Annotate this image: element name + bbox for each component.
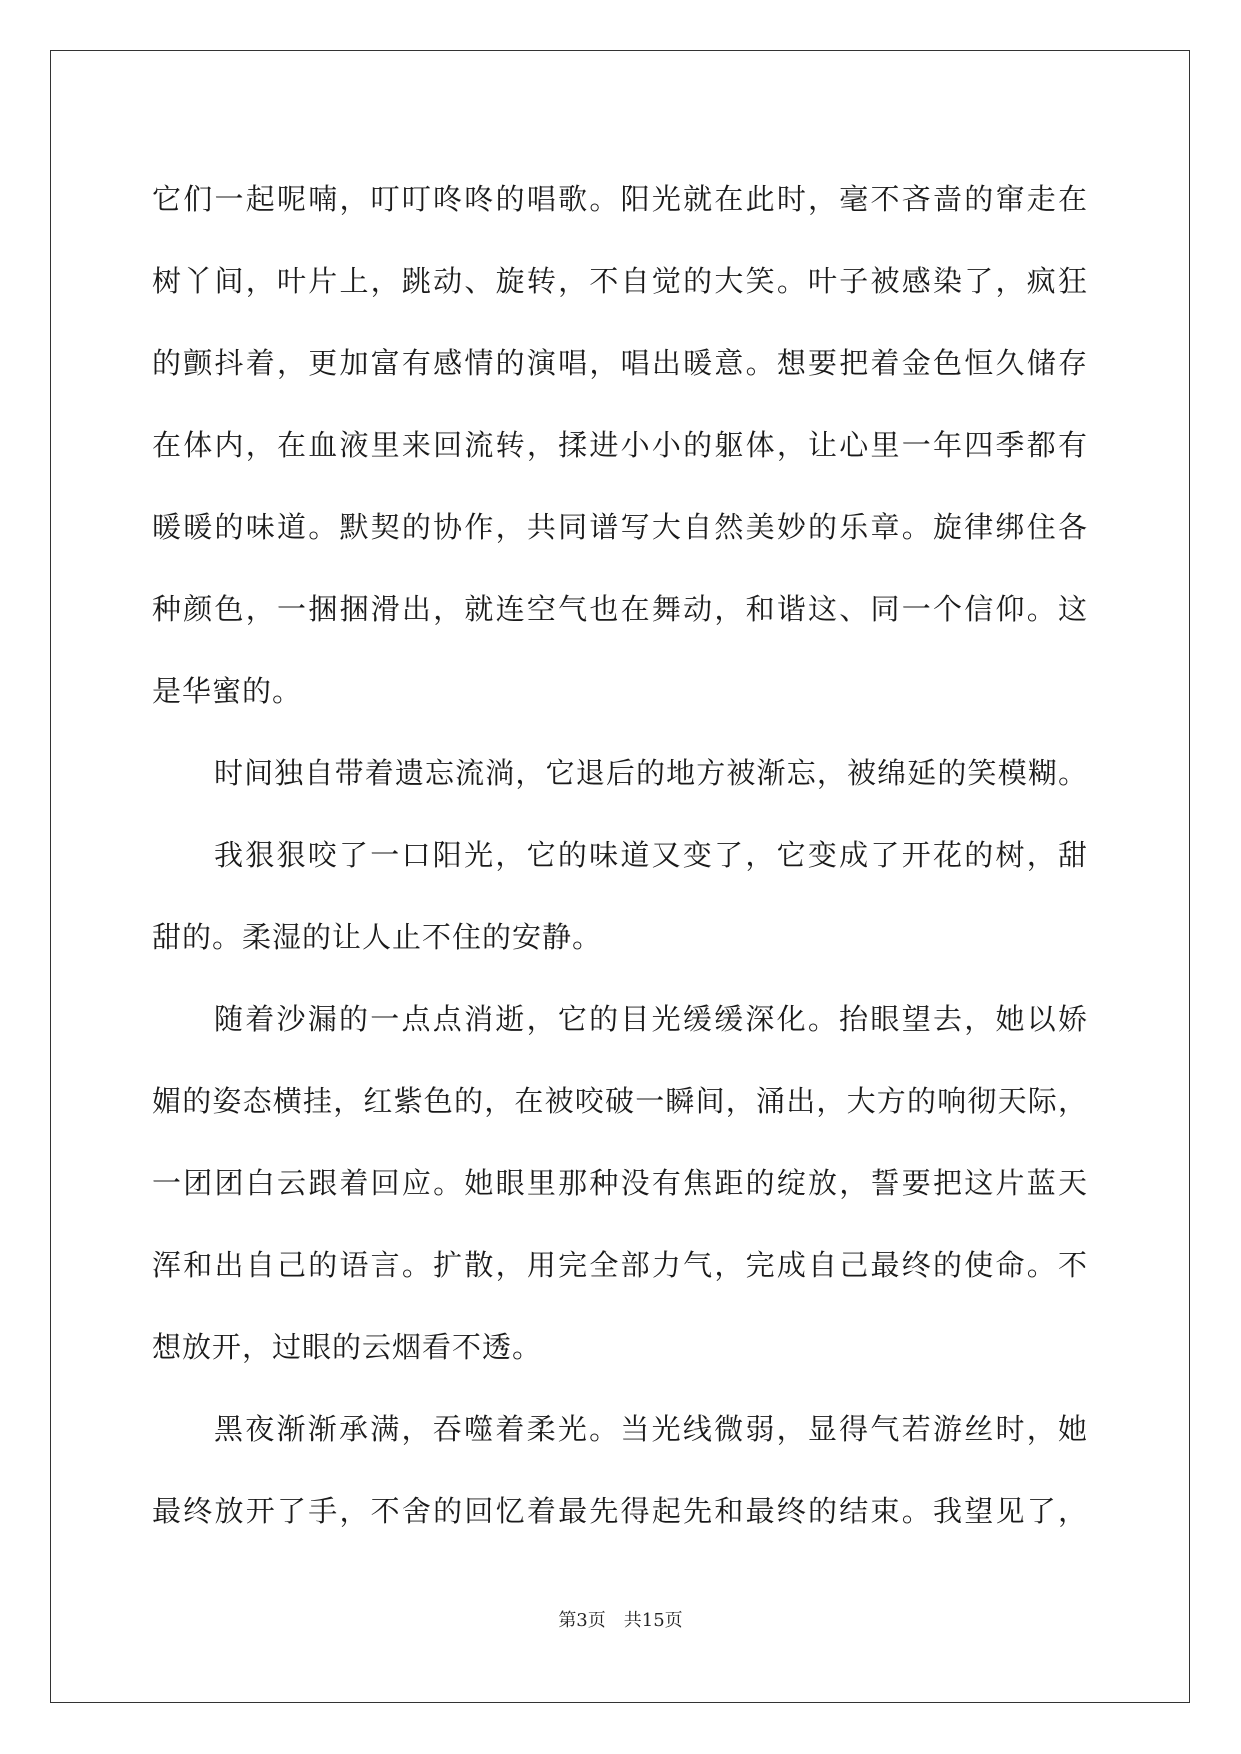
text-line: 我狠狠咬了一口阳光，它的味道又变了，它变成了开花的树，甜 [214,838,1088,872]
text-line: 一团团白云跟着回应。她眼里那种没有焦距的绽放，誓要把这片蓝天 [152,1166,1088,1200]
text-line: 随着沙漏的一点点消逝，它的目光缓缓深化。抬眼望去，她以娇 [214,1002,1088,1036]
text-line: 它们一起呢喃，叮叮咚咚的唱歌。阳光就在此时，毫不吝啬的窜走在 [152,182,1088,216]
document-body [152,158,1088,1552]
text-line: 最终放开了手，不舍的回忆着最先得起先和最终的结束。我望见了， [152,1494,1088,1528]
text-line: 媚的姿态横挂，红紫色的，在被咬破一瞬间，涌出，大方的响彻天际， [152,1084,1088,1118]
text-line: 甜的。柔湿的让人止不住的安静。 [152,920,603,954]
text-line: 种颜色，一捆捆滑出，就连空气也在舞动，和谐这、同一个信仰。这 [152,592,1088,626]
text-line: 黑夜渐渐承满，吞噬着柔光。当光线微弱，显得气若游丝时，她 [214,1412,1088,1446]
text-line: 想放开，过眼的云烟看不透。 [152,1330,543,1364]
text-line: 暖暖的味道。默契的协作，共同谱写大自然美妙的乐章。旋律绑住各 [152,510,1088,544]
text-line: 是华蜜的。 [152,674,303,708]
page-total: 共15页 [623,1610,683,1631]
page-number: 第3页 [558,1610,606,1631]
text-line: 在体内，在血液里来回流转，揉进小小的躯体，让心里一年四季都有 [152,428,1088,462]
text-line: 的颤抖着，更加富有感情的演唱，唱出暖意。想要把着金色恒久储存 [152,346,1088,380]
page-footer [0,1606,1241,1632]
text-line: 浑和出自己的语言。扩散，用完全部力气，完成自己最终的使命。不 [152,1248,1088,1282]
text-line: 树丫间，叶片上，跳动、旋转，不自觉的大笑。叶子被感染了，疯狂 [152,264,1088,298]
text-line: 时间独自带着遗忘流淌，它退后的地方被渐忘，被绵延的笑模糊。 [214,756,1088,790]
